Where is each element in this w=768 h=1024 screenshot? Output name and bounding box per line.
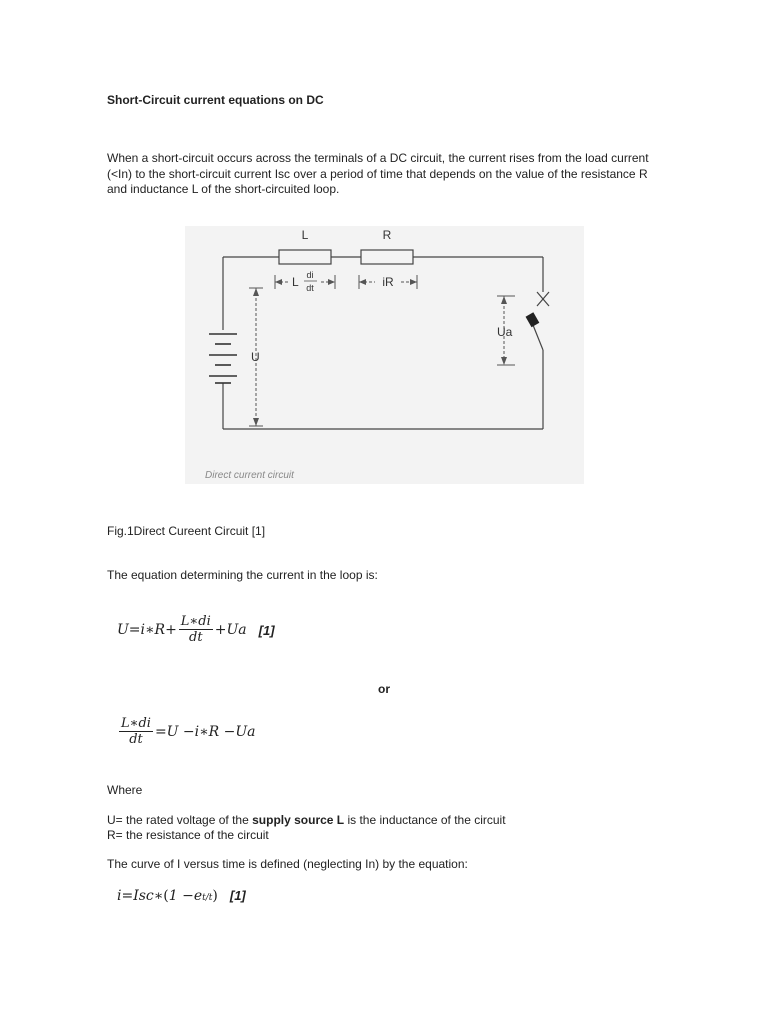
def1-bold: supply source L <box>252 813 345 827</box>
figure-caption: Fig.1Direct Cureent Circuit [1] <box>107 524 266 538</box>
eq3-lhs: i=Isc∗ <box>117 888 164 904</box>
inductive-drop-label-l: L <box>292 275 299 289</box>
equation-intro: The equation determining the current in the loop is: <box>107 568 378 582</box>
def1-suffix: is the inductance of the circuit <box>344 813 506 827</box>
eq1-numerator: L∗di <box>180 614 211 629</box>
arc-voltage-label: Ua <box>497 325 513 339</box>
dc-circuit-figure <box>185 226 584 484</box>
switch-blade <box>533 325 543 350</box>
eq2-rhs: =U −i∗R −Ua <box>154 724 256 740</box>
eq1-lhs: U=i∗R+ <box>117 622 177 638</box>
circuit-diagram <box>185 226 584 484</box>
inductor-label: L <box>301 228 309 242</box>
eq3-reference: [1] <box>229 888 246 903</box>
inductive-drop-arrow <box>275 275 335 289</box>
resistor-label: R <box>382 228 392 242</box>
eq2-denominator: dt <box>129 732 143 747</box>
voltage-label: U <box>251 350 260 364</box>
figure-inner-caption: Direct current circuit <box>205 470 294 481</box>
inductor-box <box>279 250 331 264</box>
eq1-denominator: dt <box>189 630 203 645</box>
resistive-drop-label: iR <box>382 275 394 289</box>
document-title: Short-Circuit current equations on DC <box>107 93 324 107</box>
eq3-body: 1 −e <box>168 888 203 904</box>
or-separator: or <box>378 682 390 696</box>
inductive-drop-label-di: di <box>306 270 314 280</box>
eq1-rhs: +Ua <box>214 622 247 638</box>
eq1-fraction <box>179 614 213 646</box>
resistor-box <box>361 250 413 264</box>
eq1-reference: [1] <box>258 622 275 638</box>
definition-voltage <box>107 813 506 827</box>
equation-2 <box>117 712 256 752</box>
equation-3 <box>117 888 246 904</box>
eq2-numerator: L∗di <box>121 716 151 731</box>
curve-intro: The curve of I versus time is defined (neglecting In) by the equation: <box>107 857 468 871</box>
switch-contact <box>526 312 540 327</box>
inductive-drop-label-dt: dt <box>306 283 314 293</box>
eq3-close-bracket: ) <box>212 888 218 904</box>
where-label: Where <box>107 783 143 797</box>
def1-prefix: U= the rated voltage of the <box>107 813 253 827</box>
eq3-exponent: t/t <box>202 893 213 903</box>
intro-paragraph: When a short-circuit occurs across the terminals of a DC circuit, the current rises from the load current (<In) to the short-circuit current Isc over a period of time that depends on the value of the resistance R and inductance L of the short-circuited loop. <box>107 151 649 196</box>
battery-symbol <box>209 334 237 383</box>
definition-resistance: R= the resistance of the circuit <box>107 828 269 842</box>
eq3-open-bracket: ( <box>163 888 169 904</box>
eq2-fraction <box>119 716 153 748</box>
equation-1 <box>117 611 275 649</box>
